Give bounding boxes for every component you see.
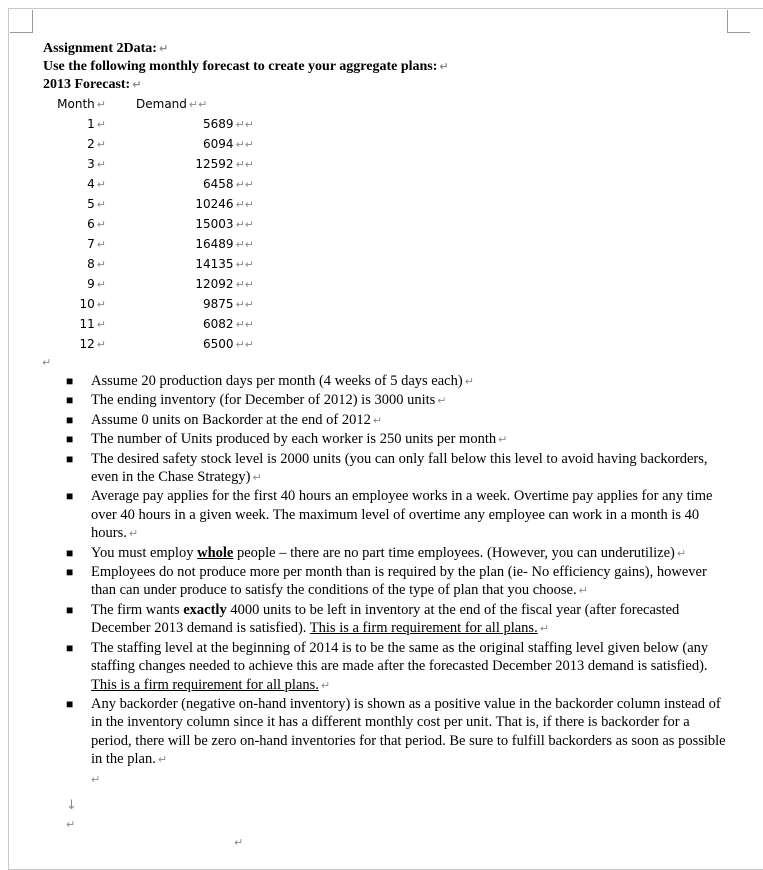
- firm-requirement-note: This is a firm requirement for all plans.: [91, 676, 319, 693]
- bullet-icon: ■: [66, 545, 74, 560]
- demand-cell: 6458: [203, 177, 234, 191]
- bullet-icon: ■: [66, 602, 74, 617]
- demand-cell: 6500: [203, 337, 234, 351]
- paragraph-mark: ↵: [234, 836, 244, 849]
- list-item: ■ You must employ whole people – there are no part time employees. (However, you can underutilize) ↵: [66, 544, 687, 561]
- bullet-icon: ■: [66, 393, 74, 408]
- bullet-icon: ■: [66, 696, 74, 711]
- list-item: ■ Any backorder (negative on-hand inventory) is shown as a positive value in the backorder column instead of in the inventory column since it has a different monthly cost per unit. That is, if there is backorder for a period, there will be zero on-hand inventories for that period. Be sure to fulfill backorders as soon as possible in the plan. ↵ ↵: [66, 695, 726, 786]
- demand-cell: 10246: [195, 197, 234, 211]
- demand-cell: 12592: [195, 157, 234, 171]
- month-cell: 9: [87, 277, 95, 291]
- demand-cell: 15003: [195, 217, 234, 231]
- paragraph-mark: ↵: [66, 818, 76, 831]
- demand-cell: 16489: [195, 237, 234, 251]
- list-item: ■ The ending inventory (for December of 2012) is 3000 units ↵: [66, 392, 447, 409]
- month-cell: 7: [87, 237, 95, 251]
- line-break-arrow: ↓: [66, 798, 77, 813]
- bullet-icon: ■: [66, 412, 74, 427]
- crop-mark-top-left: [10, 10, 33, 33]
- month-cell: 10: [79, 297, 95, 311]
- demand-cell: 12092: [195, 277, 234, 291]
- crop-mark-top-right: [727, 10, 750, 33]
- list-item: ■ The firm wants exactly 4000 units to be left in inventory at the end of the fiscal year (after forecasted December 2013 demand is satisfied). This is a firm requirement for all plans. ↵: [66, 601, 680, 637]
- bullet-icon: ■: [66, 640, 74, 655]
- assumptions-list: [66, 372, 726, 789]
- bullet-icon: ■: [66, 489, 74, 504]
- list-item: ■ Assume 20 production days per month (4 weeks of 5 days each) ↵: [66, 373, 474, 389]
- bullet-icon: ■: [66, 432, 74, 447]
- list-item: ■ Employees do not produce more per month than is required by the plan (ie- No efficiency gains), however than can under produce to satisfy the conditions of the type of plan that you choose. ↵: [66, 564, 707, 599]
- firm-requirement-note: This is a firm requirement for all plans.: [309, 620, 538, 637]
- list-item: ■ The number of Units produced by each worker is 250 units per month ↵: [66, 431, 508, 448]
- month-cell: 3: [87, 157, 95, 171]
- demand-cell: 6082: [203, 317, 234, 331]
- header-month: Month ↵: [57, 97, 106, 111]
- list-item: ■ The staffing level at the beginning of 2014 is to be the same as the original staffing level given below (any staffing changes needed to achieve this are made after the forecasted December 2013 demand is satisfied). This is a firm requirement for all plans. ↵: [66, 639, 709, 693]
- emphasis-whole: whole: [197, 544, 234, 561]
- demand-cell: 5689: [203, 117, 234, 131]
- month-cell: 4: [87, 177, 95, 191]
- emphasis-exactly: exactly: [183, 601, 227, 618]
- bullet-icon: ■: [66, 565, 74, 580]
- month-cell: 6: [87, 217, 95, 231]
- month-cell: 5: [87, 197, 95, 211]
- month-cell: 11: [79, 317, 95, 331]
- instruction-heading: Use the following monthly forecast to create your aggregate plans: ↵: [43, 59, 449, 74]
- bullet-icon: ■: [66, 374, 74, 388]
- demand-cell: 14135: [195, 257, 234, 271]
- header-demand: Demand ↵↵: [136, 97, 208, 111]
- list-item: ■ Average pay applies for the first 40 hours an employee works in a week. Overtime pay applies for any time over 40 hours in a given week. The maximum level of overtime any employee can work in a month is 40 hours. ↵: [66, 488, 713, 542]
- bullet-icon: ■: [66, 451, 74, 466]
- month-cell: 8: [87, 257, 95, 271]
- demand-cell: 6094: [203, 137, 234, 151]
- assignment-title: Assignment 2Data: ↵: [43, 41, 169, 56]
- list-item: ■ Assume 0 units on Backorder at the end of 2012 ↵: [66, 411, 383, 428]
- month-cell: 1: [87, 117, 95, 131]
- paragraph-mark: ↵: [42, 356, 52, 369]
- month-cell: 2: [87, 137, 95, 151]
- demand-cell: 9875: [203, 297, 234, 311]
- forecast-title: 2013 Forecast: ↵: [43, 77, 142, 92]
- list-item: ■ The desired safety stock level is 2000 units (you can only fall below this level to avoid having backorders, even in the Chase Strategy) ↵: [66, 450, 708, 486]
- month-cell: 12: [79, 337, 95, 351]
